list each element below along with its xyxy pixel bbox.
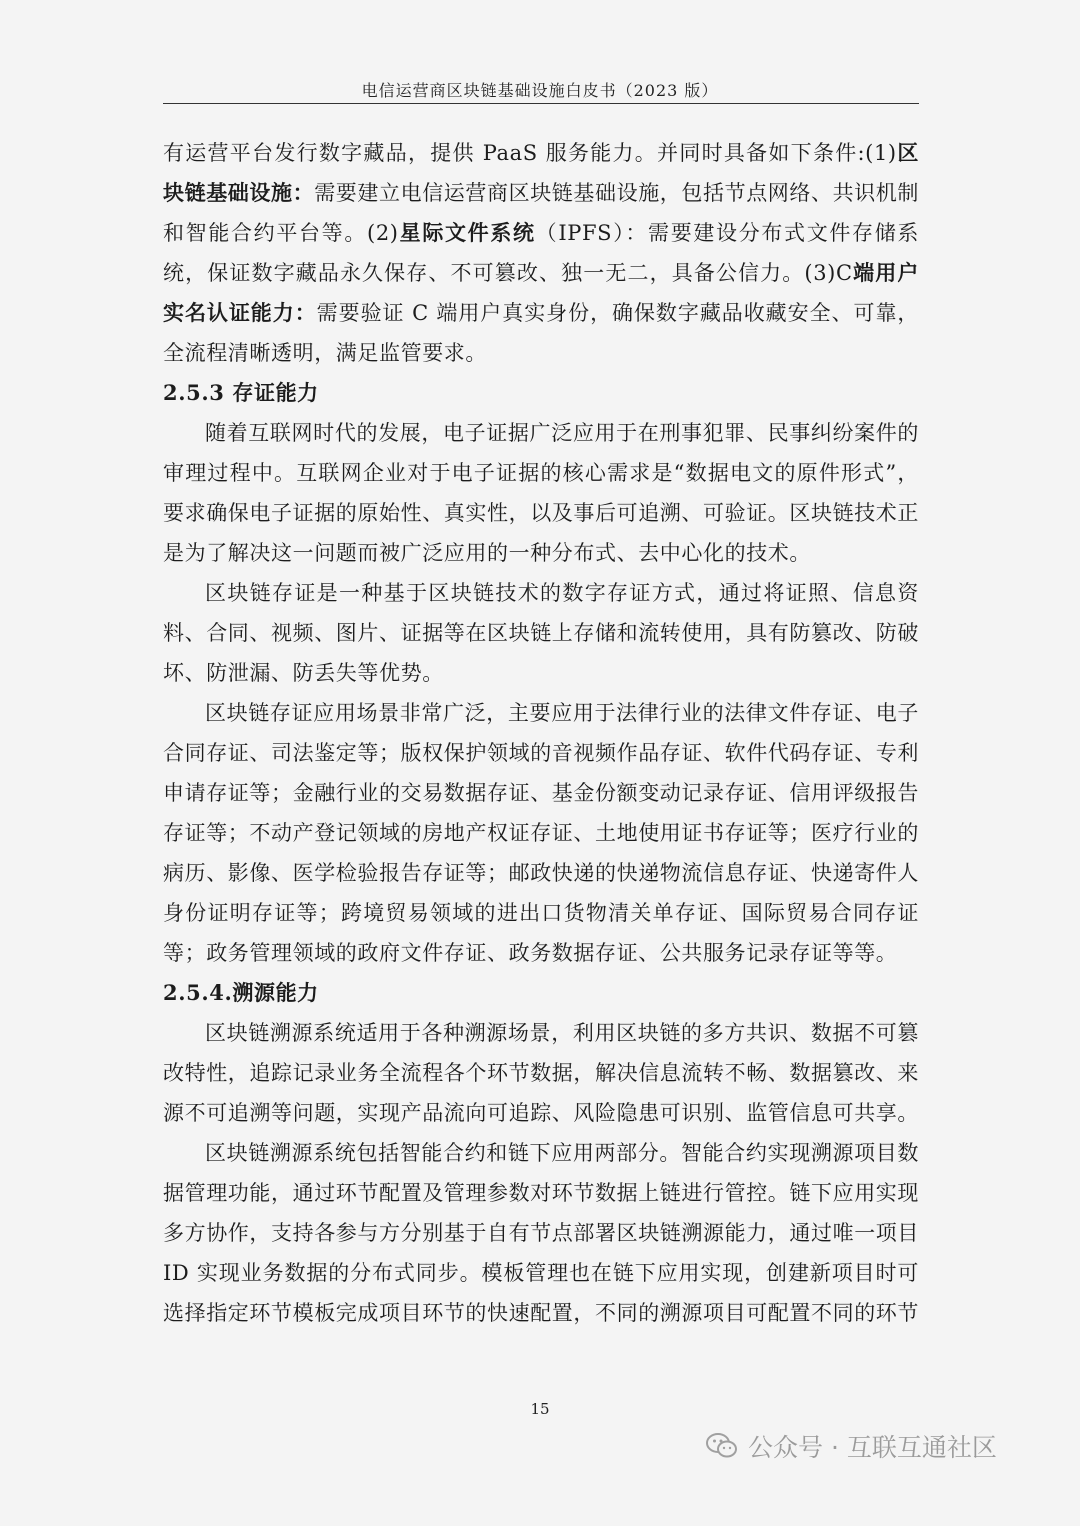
intro-term-ipfs: 星际文件系统 <box>398 220 536 245</box>
watermark-text: 公众号 · 互联互通社区 <box>748 1433 997 1462</box>
page-header: 电信运营商区块链基础设施白皮书（2023 版） <box>361 81 719 100</box>
intro-text: （IPFS）：需要建设分布式文件存储系统，保证数字藏品永久保存、不可篡改、独一无二，具备公信力。(3)C <box>163 221 919 285</box>
intro-text: 有运营平台发行数字藏品，提供 PaaS 服务能力。并同时具备如下条件:(1) <box>163 141 897 165</box>
intro-term-real-name-auth: 端用户实名认证能力： <box>163 260 919 325</box>
intro-term-blockchain-infrastructure: 区块链基础设施： <box>163 140 919 205</box>
wechat-icon <box>706 1432 738 1460</box>
watermark <box>706 1426 997 1466</box>
header-divider <box>163 103 919 104</box>
section-heading-2-5-4: 2.5.4.溯源能力 <box>163 980 319 1005</box>
paragraph: 区块链溯源系统适用于各种溯源场景，利用区块链的多方共识、数据不可篡改特性，追踪记录业务全流程各个环节数据，解决信息流转不畅、数据篡改、来源不可追溯等问题，实现产品流向可追踪、风险隐患可识别、监管信息可共享。 <box>163 1021 919 1125</box>
intro-text: 需要建立电信运营商区块链基础设施，包括节点网络、共识机制和智能合约平台等。(2) <box>163 181 920 245</box>
paragraph: 区块链存证应用场景非常广泛，主要应用于法律行业的法律文件存证、电子合同存证、司法鉴定等；版权保护领域的音视频作品存证、软件代码存证、专利申请存证等；金融行业的交易数据存证、基金份额变动记录存证、信用评级报告存证等；不动产登记领域的房地产权证存证、土地使用证书存证等；医疗行业的病历、影像、医学检验报告存证等；邮政快递的快递物流信息存证、快递寄件人身份证明存证等；跨境贸易领域的进出口货物清关单存证、国际贸易合同存证等；政务管理领域的政府文件存证、政务数据存证、公共服务记录存证等等。 <box>163 701 919 965</box>
page-number: 15 <box>530 1400 550 1418</box>
document-body <box>163 133 919 1333</box>
paragraph: 区块链溯源系统包括智能合约和链下应用两部分。智能合约实现溯源项目数据管理功能，通过环节配置及管理参数对环节数据上链进行管控。链下应用实现多方协作，支持各参与方分别基于自有节点部署区块链溯源能力，通过唯一项目 ID 实现业务数据的分布式同步。模板管理也在链下应用实现，创建新项目时可选择指定环节模板完成项目环节的快速配置，不同的溯源项目可配置不同的环节 <box>163 1141 919 1325</box>
section-heading-2-5-3: 2.5.3 存证能力 <box>163 380 319 405</box>
intro-text: 需要验证 C 端用户真实身份，确保数字藏品收藏安全、可靠，全流程清晰透明，满足监管要求。 <box>163 301 919 365</box>
paragraph: 区块链存证是一种基于区块链技术的数字存证方式，通过将证照、信息资料、合同、视频、图片、证据等在区块链上存储和流转使用，具有防篡改、防破坏、防泄漏、防丢失等优势。 <box>163 581 919 685</box>
paragraph: 随着互联网时代的发展，电子证据广泛应用于在刑事犯罪、民事纠纷案件的审理过程中。互联网企业对于电子证据的核心需求是“数据电文的原件形式”，要求确保电子证据的原始性、真实性，以及事后可追溯、可验证。区块链技术正是为了解决这一问题而被广泛应用的一种分布式、去中心化的技术。 <box>163 421 919 565</box>
intro-paragraph <box>163 133 919 373</box>
